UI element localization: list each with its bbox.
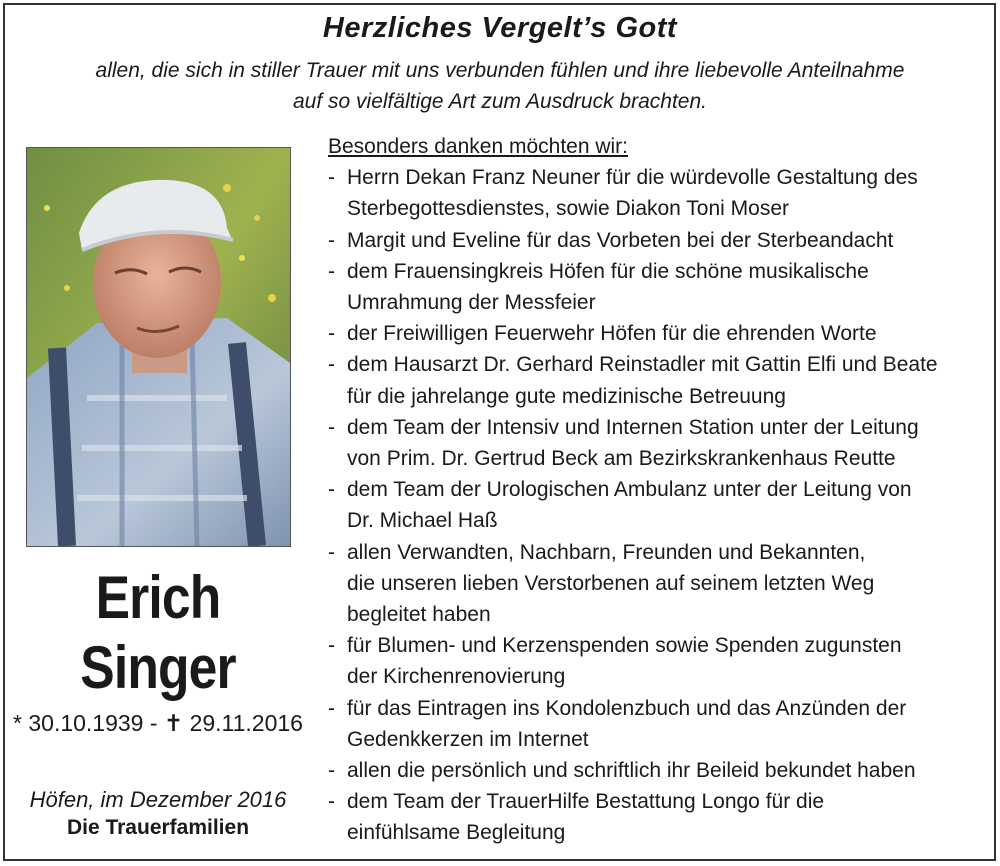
portrait-photo xyxy=(26,147,291,547)
deceased-first-name: Erich xyxy=(95,564,221,631)
thanks-item-line: Margit und Eveline für das Vorbeten bei der Sterbeandacht xyxy=(347,228,894,252)
thanks-item-line: allen Verwandten, Nachbarn, Freunden und Bekannten, xyxy=(347,540,866,564)
thanks-item xyxy=(328,256,948,318)
thanks-item-line: für das Eintragen ins Kondolenzbuch und das Anzünden der xyxy=(347,696,907,720)
bullet-dash: - xyxy=(328,259,335,283)
thanks-item xyxy=(328,225,948,256)
thanks-item-line: Dr. Michael Haß xyxy=(347,509,498,533)
signature: Die Trauerfamilien xyxy=(66,816,250,839)
bullet-dash: - xyxy=(328,759,335,783)
thanks-item xyxy=(328,349,948,411)
thanks-item-line: der Kirchenrenovierung xyxy=(347,665,566,689)
thanks-item-line: dem Team der TrauerHilfe Bestattung Longo für die xyxy=(347,790,825,814)
life-dates: * 30.10.1939 - ✝ 29.11.2016 xyxy=(13,710,303,736)
intro-line: auf so vielfältige Art zum Ausdruck brachten. xyxy=(293,90,707,113)
thanks-item-line: allen die persönlich und schriftlich ihr Beileid bekundet haben xyxy=(347,759,916,783)
intro-text xyxy=(0,55,1000,117)
thanks-item-line: Sterbegottesdienstes, sowie Diakon Toni Moser xyxy=(347,197,790,221)
thanks-item-line: Umrahmung der Messfeier xyxy=(347,291,596,315)
thanks-item-line: einfühlsame Begleitung xyxy=(347,821,566,845)
thanks-item-line: dem Team der Intensiv und Internen Station unter der Leitung xyxy=(347,415,919,439)
thanks-item xyxy=(328,318,948,349)
thanks-item-line: die unseren lieben Verstorbenen auf seinem letzten Weg xyxy=(347,571,875,595)
bullet-dash: - xyxy=(328,634,335,658)
thanks-item-line: für Blumen- und Kerzenspenden sowie Spenden zugunsten xyxy=(347,634,902,658)
thanks-heading: Besonders danken möchten wir: xyxy=(328,135,628,158)
thanks-item-line: dem Team der Urologischen Ambulanz unter der Leitung von xyxy=(347,478,912,502)
thanks-item xyxy=(328,786,948,848)
bullet-dash: - xyxy=(328,540,335,564)
bullet-dash: - xyxy=(328,415,335,439)
thanks-item xyxy=(328,412,948,474)
thanks-item xyxy=(328,162,948,224)
thanks-item-line: von Prim. Dr. Gertrud Beck am Bezirkskrankenhaus Reutte xyxy=(347,447,896,471)
thanks-item-line: der Freiwilligen Feuerwehr Höfen für die ehrenden Worte xyxy=(347,322,877,346)
thanks-item-line: Gedenkkerzen im Internet xyxy=(347,727,589,751)
thanks-item-line: dem Hausarzt Dr. Gerhard Reinstadler mit Gattin Elfi und Beate xyxy=(347,353,938,377)
bullet-dash: - xyxy=(328,790,335,814)
thanks-item-line: begleitet haben xyxy=(347,603,491,627)
page-title: Herzliches Vergelt’s Gott xyxy=(322,12,678,44)
deceased-last-name: Singer xyxy=(80,634,236,701)
bullet-dash: - xyxy=(328,166,335,190)
place-date: Höfen, im Dezember 2016 xyxy=(29,787,287,812)
bullet-dash: - xyxy=(328,696,335,720)
bullet-dash: - xyxy=(328,228,335,252)
thanks-item xyxy=(328,474,948,536)
thanks-item-line: Herrn Dekan Franz Neuner für die würdevolle Gestaltung des xyxy=(347,166,918,190)
thanks-item-line: für die jahrelange gute medizinische Betreuung xyxy=(347,384,786,408)
intro-line: allen, die sich in stiller Trauer mit uns verbunden fühlen und ihre liebevolle Anteilnahme xyxy=(95,59,905,82)
bullet-dash: - xyxy=(328,478,335,502)
thanks-list xyxy=(328,131,948,849)
thanks-item xyxy=(328,630,948,692)
bullet-dash: - xyxy=(328,322,335,346)
thanks-item xyxy=(328,693,948,755)
bullet-dash: - xyxy=(328,353,335,377)
thanks-item-line: dem Frauensingkreis Höfen für die schöne musikalische xyxy=(347,259,869,283)
thanks-item xyxy=(328,755,948,786)
thanks-item xyxy=(328,537,948,631)
thanks-items xyxy=(328,162,948,848)
